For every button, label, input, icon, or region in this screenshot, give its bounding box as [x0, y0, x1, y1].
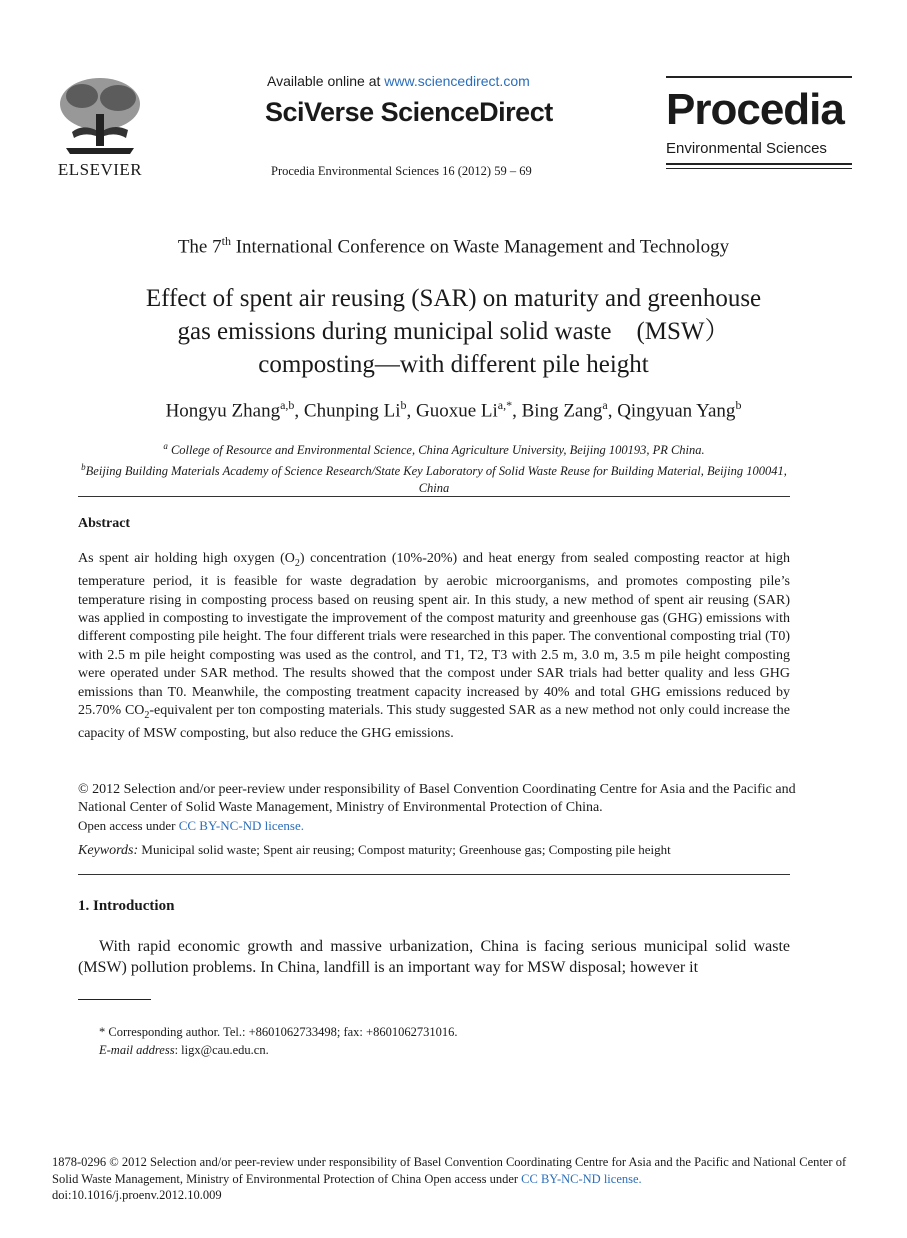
conference-pre: The 7 [177, 236, 222, 258]
subscript: 2 [294, 557, 300, 569]
affiliation-b [78, 459, 790, 497]
conference-post: International Conference on Waste Management and Technology [230, 236, 730, 258]
corresponding-author: * Corresponding author. Tel.: +8601062733498; fax: +8601062731016. [99, 1025, 458, 1039]
author-affil-mark: b [400, 398, 407, 412]
procedia-logo [666, 76, 852, 169]
conference-name [0, 234, 907, 258]
keywords [78, 842, 671, 859]
author-sep: , [607, 400, 618, 422]
abstract-text: ) concentration (10%-20%) and heat energy from sealed composting reactor at high temperature period, it is feasible for waste degradation by aerobic microorganisms, and promotes composting pile’s temperature rising in composting process based on reusing spent air. In this study, a new method of spent air reusing (SAR) was applied in composting to investigate the improvement of the compost maturity and greenhouse gas (GHG) emissions with different composting pile height. The four different trials were researched in this paper. The conventional composting trial (T0) with 2.5 m pile height composting was used as the control, and T1, T2, T3 with 2.5 m, 3.0 m, 3.5 m pile height composting were operated under SAR method. The results showed that the compost under SAR trials had better quality and less GHG emissions than T0. Meanwhile, the composting treatment capacity increased by 40% and total GHG emissions reduced by 25.70% CO [78, 551, 790, 719]
author-name: Chunping Li [303, 400, 401, 422]
abstract-text: As spent air holding high oxygen (O [78, 551, 295, 566]
author-sep: , [294, 400, 304, 422]
divider [666, 76, 852, 78]
email-line [99, 1042, 457, 1060]
author-affil-mark: a,* [497, 398, 513, 412]
email-address: : ligx@cau.edu.cn. [174, 1042, 269, 1057]
divider [78, 874, 790, 875]
abstract-heading: Abstract [78, 516, 131, 531]
author-sep: , [406, 400, 416, 422]
author-affil-mark: a,b [280, 398, 295, 412]
intro-text: With rapid economic growth and massive urbanization, China is facing serious municipal solid waste (MSW) pollution problems. In China, landfill is an important way for MSW disposal; however it [78, 938, 790, 976]
keywords-text: Municipal solid waste; Spent air reusing; Compost maturity; Greenhouse gas; Composting pile height [138, 842, 671, 857]
affiliations [78, 438, 790, 497]
procedia-subtitle: Environmental Sciences [666, 140, 827, 157]
author-name: Qingyuan Yang [617, 400, 736, 422]
author-affil-mark: b [735, 398, 742, 412]
available-prefix: Available online at [267, 73, 385, 89]
doi[interactable]: doi:10.1016/j.proenv.2012.10.009 [52, 1188, 222, 1202]
affil-text: Beijing Building Materials Academy of Science Research/State Key Laboratory of Solid Waste Reuse for Building Material, Beijing 100041, China [85, 464, 787, 496]
author-affil-mark: a [602, 398, 608, 412]
subscript: 2 [144, 709, 150, 721]
journal-reference: Procedia Environmental Sciences 16 (2012) 59 – 69 [271, 164, 532, 178]
footnote [99, 1024, 457, 1059]
title-line-1: Effect of spent air reusing (SAR) on maturity and greenhouse [145, 285, 762, 312]
available-online [267, 73, 530, 89]
issn-text: 1878-0296 © 2012 Selection and/or peer-review under responsibility of Basel Convention Coordinating Centre for Asia and the Pacific and National Center of Solid Waste Management, Ministry of Environmental Protection of China [52, 1155, 847, 1186]
elsevier-wordmark: ELSEVIER [57, 160, 143, 179]
paper-title [60, 282, 847, 381]
license-link[interactable]: CC BY-NC-ND license. [521, 1171, 642, 1186]
procedia-wordmark: Procedia [666, 85, 844, 134]
author-sep: , [512, 400, 522, 422]
copyright-notice: © 2012 Selection and/or peer-review under responsibility of Basel Convention Coordinating Centre for Asia and the Pacific and National Center of Solid Waste Management, Ministry of Environmental Protection of China. [78, 782, 796, 815]
abstract-text: -equivalent per ton composting materials. This study suggested SAR as a new method not only could increase the capacity of MSW composting, but also reduce the GHG emissions. [78, 703, 790, 742]
conference-sup: th [221, 234, 231, 248]
keywords-label: Keywords: [78, 843, 139, 858]
open-access-prefix: Open access under [421, 1171, 522, 1186]
issn-line [52, 1154, 862, 1187]
divider [666, 163, 852, 165]
open-access-prefix: Open access under [78, 818, 179, 833]
affiliation-a [78, 438, 790, 459]
footnote-rule [78, 999, 151, 1000]
author-name: Guoxue Li [416, 400, 498, 422]
author-name: Hongyu Zhang [165, 400, 281, 422]
affil-mark: a [163, 441, 168, 451]
affil-text: College of Resource and Environmental Science, China Agriculture University, Beijing 100193, PR China. [167, 443, 705, 458]
section-heading: 1. Introduction [78, 898, 175, 914]
email-label: E-mail address [99, 1042, 175, 1057]
elsevier-tree-icon [52, 74, 148, 158]
bottom-notice [52, 1154, 862, 1204]
author-list [0, 398, 907, 422]
divider [78, 496, 790, 497]
open-access [78, 818, 304, 834]
author-name: Bing Zang [521, 400, 603, 422]
title-line-2: gas emissions during municipal solid waste (MSW） [177, 318, 730, 345]
sciencedirect-link[interactable]: www.sciencedirect.com [384, 73, 530, 89]
intro-body [78, 936, 790, 978]
elsevier-logo [52, 74, 148, 178]
license-link[interactable]: CC BY-NC-ND license. [178, 818, 305, 833]
abstract-body [78, 550, 790, 744]
title-line-3: composting—with different pile height [258, 351, 649, 378]
sciverse-logo: SciVerse ScienceDirect [265, 97, 553, 127]
affil-mark: b [81, 462, 86, 473]
divider [666, 168, 852, 169]
